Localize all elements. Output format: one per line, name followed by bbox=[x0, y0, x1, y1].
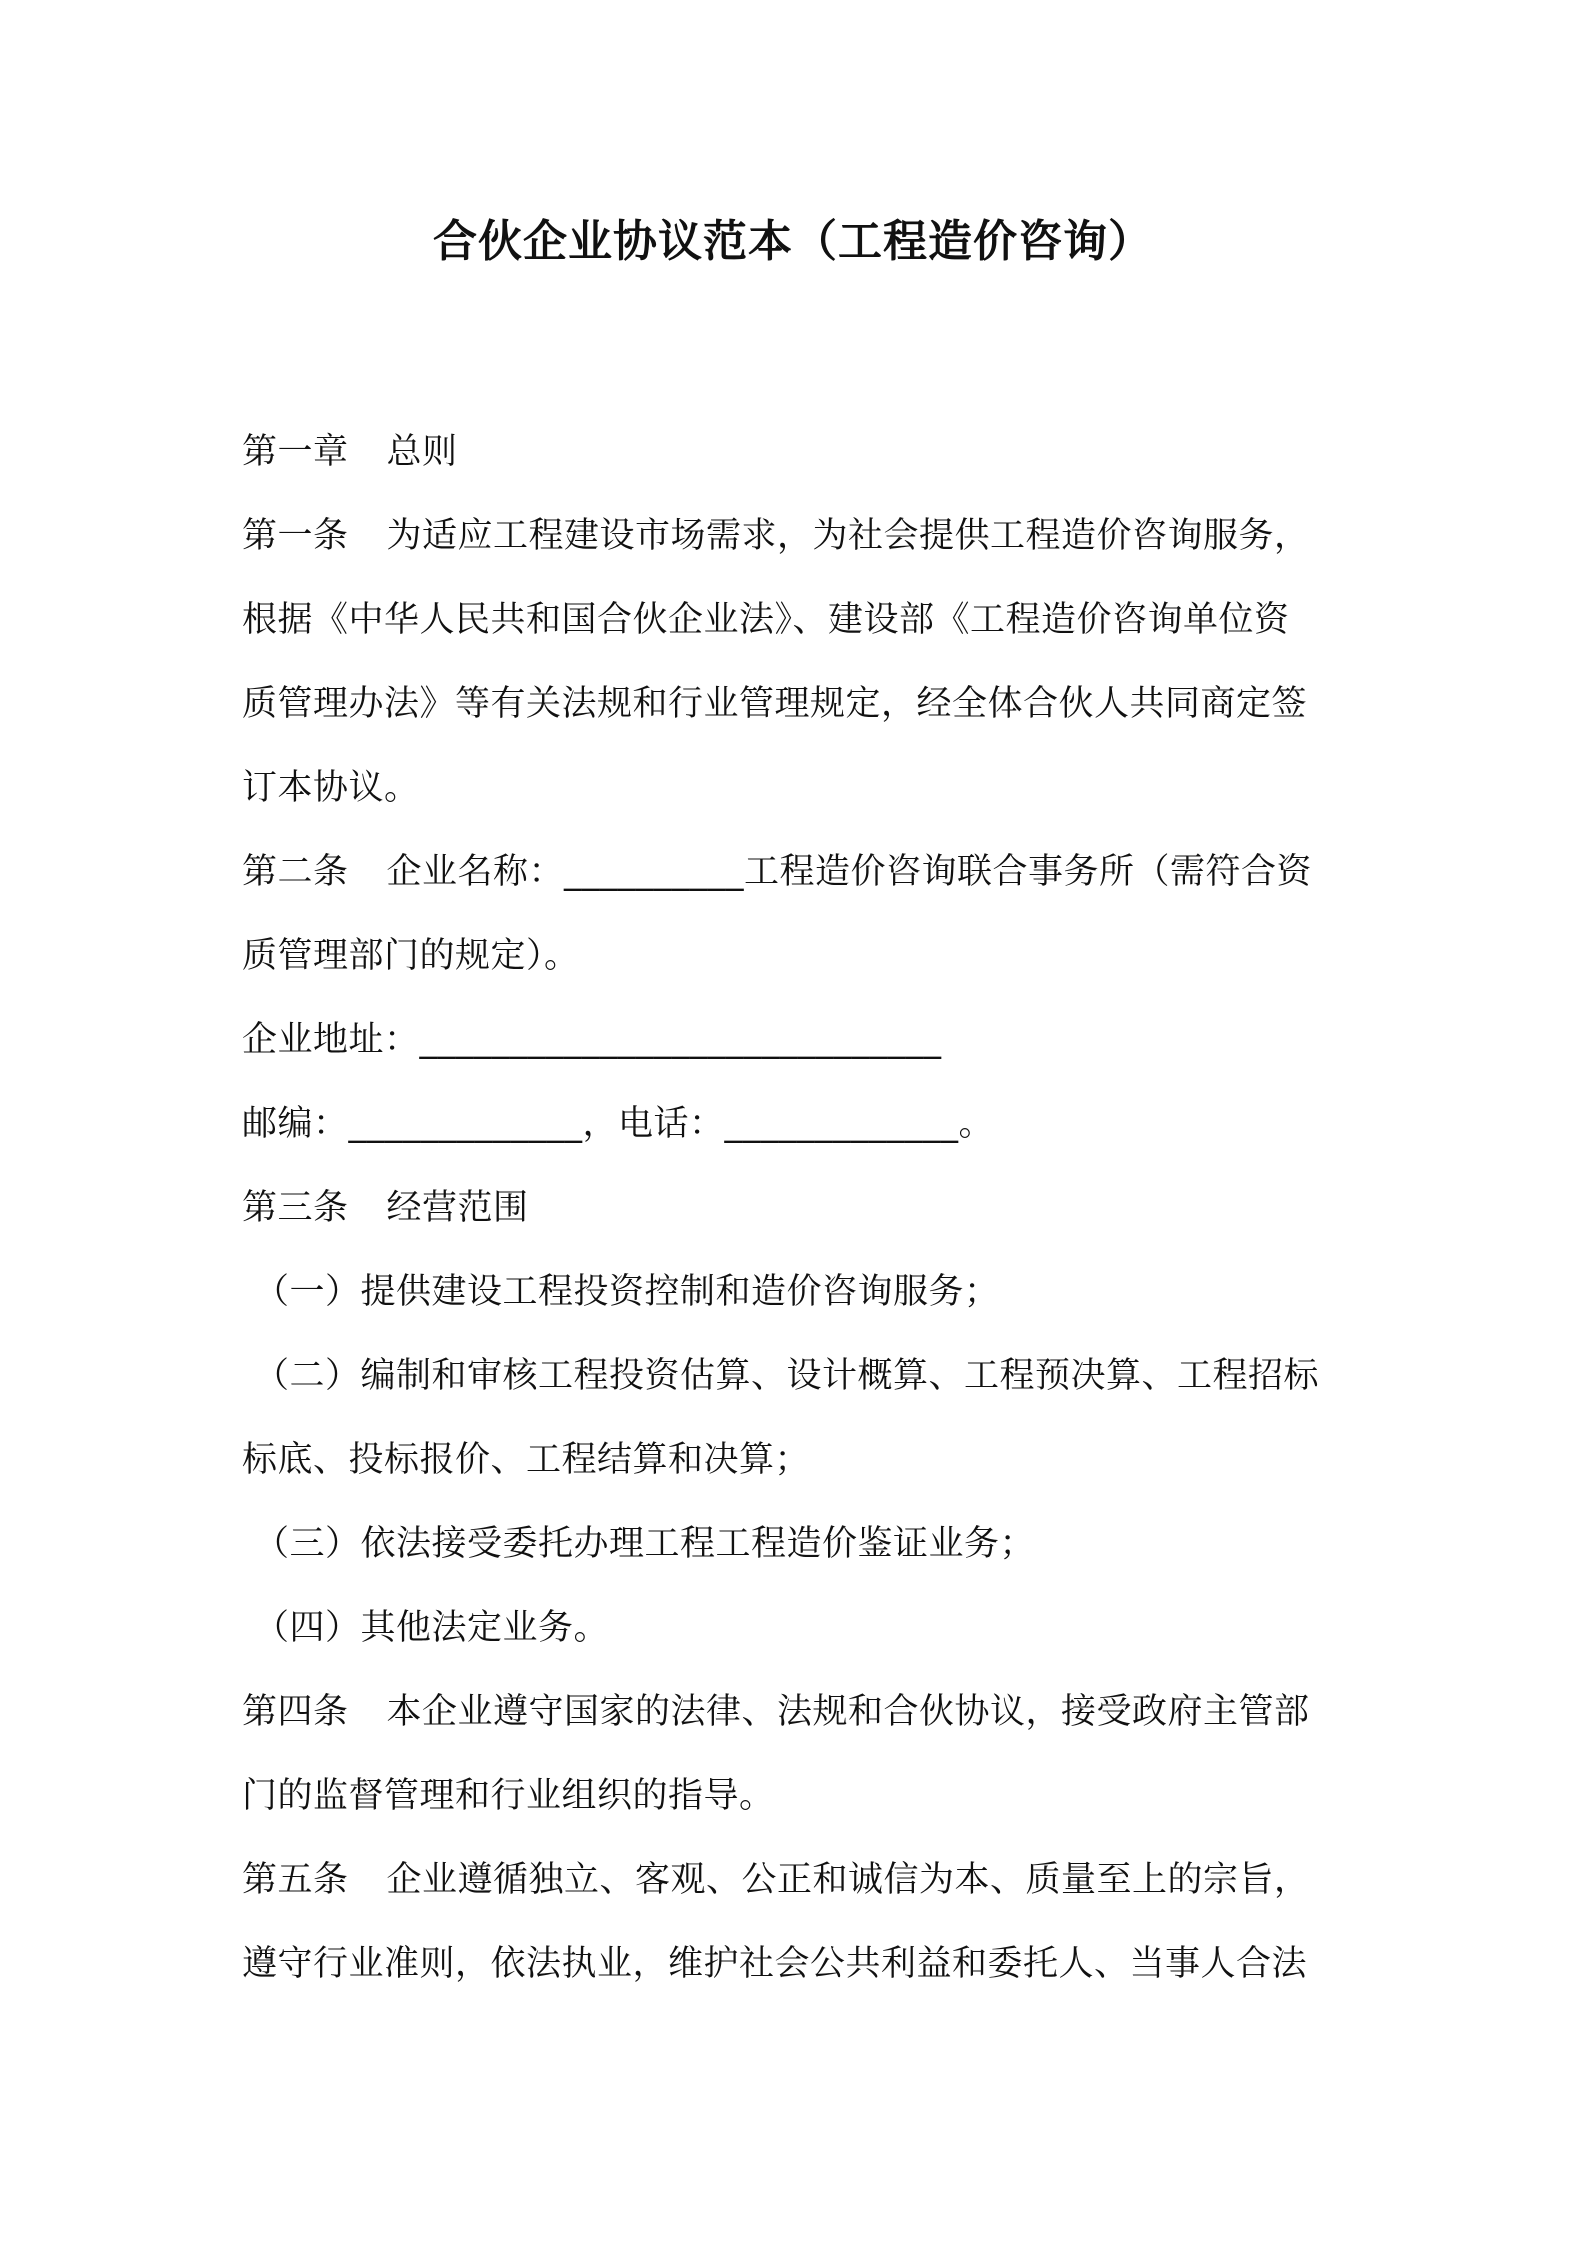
article-5-line-1 bbox=[242, 1838, 1362, 1922]
line-text: 企业遵循独立、客观、公正和诚信为本、质量至上的宗旨， bbox=[386, 1860, 1310, 1900]
line-label: 第五条 bbox=[242, 1860, 349, 1900]
article-1-line-4: 订本协议。 bbox=[242, 768, 420, 808]
article-2-line-1 bbox=[242, 830, 1362, 914]
scope-item-2-line-1: （二）编制和审核工程投资估算、设计概算、工程预决算、工程招标 bbox=[254, 1356, 1320, 1396]
article-3-heading bbox=[242, 1166, 1362, 1250]
line-text: 总则 bbox=[386, 432, 458, 472]
line-label: 第二条 bbox=[242, 852, 349, 892]
line-label: 第一条 bbox=[242, 516, 349, 556]
line-label: 第四条 bbox=[242, 1692, 349, 1732]
article-1-line-2: 根据《中华人民共和国合伙企业法》、建设部《工程造价咨询单位资 bbox=[242, 600, 1290, 640]
address-field-line: 企业地址：_____________________________ bbox=[242, 1020, 942, 1060]
article-1-line-3: 质管理办法》等有关法规和行业管理规定，经全体合伙人共同商定签 bbox=[242, 684, 1308, 724]
line-text: 企业名称：__________工程造价咨询联合事务所（需符合资 bbox=[386, 852, 1313, 892]
line-label: 第三条 bbox=[242, 1188, 349, 1228]
line-text: 本企业遵守国家的法律、法规和合伙协议，接受政府主管部 bbox=[386, 1692, 1310, 1732]
article-2-line-2: 质管理部门的规定）。 bbox=[242, 936, 580, 976]
line-text: 为适应工程建设市场需求，为社会提供工程造价咨询服务， bbox=[386, 516, 1310, 556]
article-4-line-2: 门的监督管理和行业组织的指导。 bbox=[242, 1776, 775, 1816]
article-1-line-1 bbox=[242, 494, 1362, 578]
line-text: 经营范围 bbox=[386, 1188, 529, 1228]
scope-item-3: （三）依法接受委托办理工程工程造价鉴证业务； bbox=[254, 1524, 1036, 1564]
article-4-line-1 bbox=[242, 1670, 1362, 1754]
scope-item-4: （四）其他法定业务。 bbox=[254, 1608, 610, 1648]
article-5-line-2: 遵守行业准则，依法执业，维护社会公共利益和委托人、当事人合法 bbox=[242, 1944, 1308, 1984]
document-title: 合伙企业协议范本（工程造价咨询） bbox=[433, 216, 1153, 267]
scope-item-1: （一）提供建设工程投资控制和造价咨询服务； bbox=[254, 1272, 1000, 1312]
scope-item-2-line-2: 标底、投标报价、工程结算和决算； bbox=[242, 1440, 811, 1480]
postcode-phone-line: 邮编：_____________，电话：_____________。 bbox=[242, 1104, 995, 1144]
line-label: 第一章 bbox=[242, 432, 349, 472]
chapter-heading bbox=[242, 410, 1362, 494]
